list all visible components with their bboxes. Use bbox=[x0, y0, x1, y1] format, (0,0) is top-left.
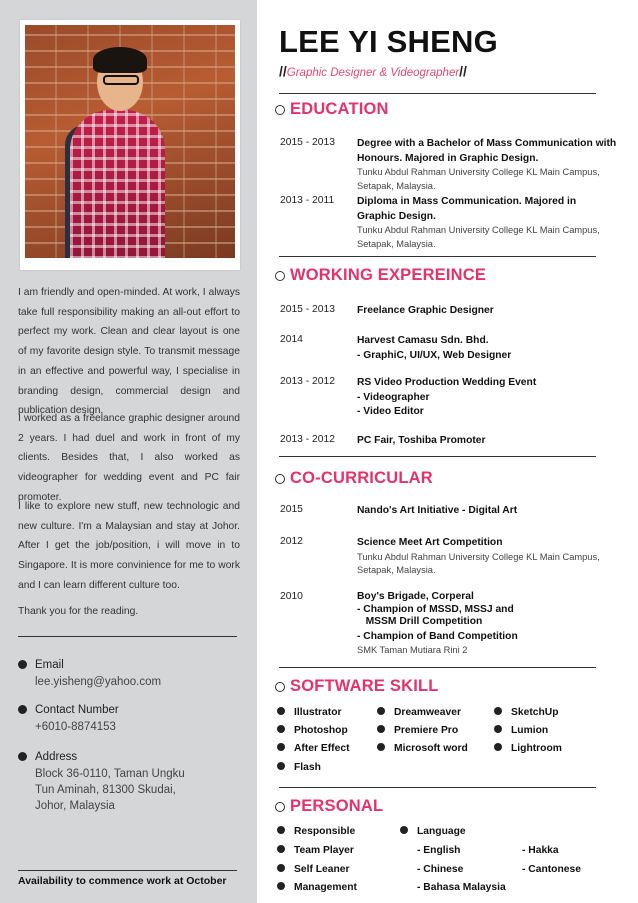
phone-value: +6010-8874153 bbox=[35, 721, 116, 733]
entry-years: 2012 bbox=[280, 536, 303, 547]
entry-line: - Video Editor bbox=[357, 406, 424, 417]
section-title: PERSONAL bbox=[290, 797, 384, 815]
education-heading bbox=[275, 100, 389, 119]
skill-item: Lightroom bbox=[494, 743, 562, 754]
bullet-icon bbox=[277, 725, 285, 733]
bullet-icon bbox=[18, 660, 27, 669]
email-label: Email bbox=[35, 659, 64, 671]
sidebar bbox=[0, 0, 257, 903]
section-title: CO-CURRICULAR bbox=[290, 469, 433, 487]
photo-glasses bbox=[103, 75, 139, 85]
divider bbox=[279, 93, 596, 94]
bullet-icon bbox=[494, 743, 502, 751]
skill-item: Microsoft word bbox=[377, 743, 468, 754]
availability-note: Availability to commence work at October bbox=[18, 875, 227, 887]
address-label: Address bbox=[35, 751, 78, 763]
bullet-icon bbox=[277, 707, 285, 715]
skill-item: Flash bbox=[277, 762, 321, 773]
language-item: - English bbox=[417, 845, 461, 856]
subtitle-text: Graphic Designer & Videographer bbox=[286, 67, 460, 79]
slash-decoration: // bbox=[279, 63, 287, 79]
email-value[interactable]: lee.yisheng@yahoo.com bbox=[35, 676, 162, 688]
entry-line: - Champion of Band Competition bbox=[357, 630, 518, 642]
bullet-icon bbox=[18, 705, 27, 714]
divider bbox=[279, 456, 596, 457]
entry-line: Freelance Graphic Designer bbox=[357, 305, 494, 316]
entry-years: 2015 - 2013 bbox=[280, 137, 335, 148]
entry-line: Boy's Brigade, Corperal bbox=[357, 591, 474, 602]
trait-item: Responsible bbox=[277, 826, 355, 837]
skill-item: Premiere Pro bbox=[377, 725, 458, 736]
bullet-icon bbox=[277, 864, 285, 872]
entry-years: 2013 - 2012 bbox=[280, 376, 335, 387]
divider bbox=[18, 870, 237, 871]
section-title: EDUCATION bbox=[290, 100, 389, 118]
personal-heading bbox=[275, 797, 383, 816]
trait-item: Self Leaner bbox=[277, 864, 350, 875]
ring-icon bbox=[275, 105, 285, 115]
skill-item: Illustrator bbox=[277, 707, 342, 718]
slash-decoration: // bbox=[459, 63, 467, 79]
photo-shirt bbox=[70, 110, 165, 258]
bullet-icon bbox=[377, 707, 385, 715]
entry-line: RS Video Production Wedding Event bbox=[357, 377, 537, 388]
bullet-icon bbox=[377, 725, 385, 733]
entry-subtitle: Tunku Abdul Rahman University College KL Main Campus, Setapak, Malaysia. bbox=[357, 225, 600, 249]
about-paragraph-4: Thank you for the reading. bbox=[18, 606, 139, 617]
about-paragraph-3: I like to explore new stuff, new technologic and new culture. I'm a Malaysian and stay at Johor. After I get the job/position, i will move in to Singapore. It is more convinience for me to work and I can learn different culture too. bbox=[18, 501, 240, 591]
entry-line: - Videographer bbox=[357, 391, 430, 403]
language-item: - Chinese bbox=[417, 864, 464, 875]
divider bbox=[18, 636, 237, 637]
entry-title: Diploma in Mass Communication. Majored in Graphic Design. bbox=[357, 196, 577, 222]
entry-line: Harvest Camasu Sdn. Bhd. bbox=[357, 335, 489, 346]
language-item: - Bahasa Malaysia bbox=[417, 882, 506, 893]
entry-line: Science Meet Art Competition bbox=[357, 537, 503, 548]
divider bbox=[279, 787, 596, 788]
divider bbox=[279, 667, 596, 668]
dialect-item: - Hakka bbox=[522, 845, 559, 856]
entry-years: 2010 bbox=[280, 591, 303, 602]
trait-item: Management bbox=[277, 882, 357, 893]
phone-label: Contact Number bbox=[35, 704, 119, 716]
bullet-icon bbox=[377, 743, 385, 751]
work-heading bbox=[275, 266, 486, 285]
skill-item: Photoshop bbox=[277, 725, 348, 736]
section-title: SOFTWARE SKILL bbox=[290, 677, 439, 695]
bullet-icon bbox=[277, 882, 285, 890]
bullet-icon bbox=[277, 826, 285, 834]
entry-years: 2015 bbox=[280, 504, 303, 515]
entry-line: - Champion of MSSD, MSSJ and bbox=[357, 603, 514, 615]
ring-icon bbox=[275, 682, 285, 692]
bullet-icon bbox=[494, 725, 502, 733]
candidate-name: LEE YI SHENG bbox=[279, 24, 498, 59]
photo-hair bbox=[93, 47, 147, 73]
address-value: Block 36-0110, Taman Ungku Tun Aminah, 81300 Skudai, Johor, Malaysia bbox=[35, 768, 185, 812]
dialect-item: - Cantonese bbox=[522, 864, 581, 875]
entry-subtitle: Tunku Abdul Rahman University College KL Main Campus, Setapak, Malaysia. bbox=[357, 167, 600, 191]
ring-icon bbox=[275, 474, 285, 484]
entry-years: 2015 - 2013 bbox=[280, 304, 335, 315]
bullet-icon bbox=[277, 845, 285, 853]
entry-subtitle: Tunku Abdul Rahman University College KL Main Campus, Setapak, Malaysia. bbox=[357, 551, 600, 575]
about-paragraph-1: I am friendly and open-minded. At work, I always take full responsibility making an all-out effort to perfect my work. Clean and clear layout is one of my favorite design style. To transmit message in an effective and powerful way, I specialise in branding design, commercial design and publication design. bbox=[18, 287, 240, 417]
entry-subtitle: SMK Taman Mutiara Rini 2 bbox=[357, 644, 468, 655]
bullet-icon bbox=[277, 762, 285, 770]
about-paragraph-2: I worked as a freelance graphic designer around 2 years. I had duel and work in front of my clients. Besides that, I also worked as videographer for wedding event and PC fair promoter. bbox=[18, 413, 240, 503]
skill-item: SketchUp bbox=[494, 707, 559, 718]
entry-line: - GraphiC, UI/UX, Web Designer bbox=[357, 349, 512, 361]
entry-years: 2014 bbox=[280, 334, 303, 345]
skill-item: Dreamweaver bbox=[377, 707, 461, 718]
profile-photo bbox=[25, 25, 235, 258]
entry-years: 2013 - 2011 bbox=[280, 195, 335, 206]
job-subtitle bbox=[279, 63, 467, 79]
skill-item: After Effect bbox=[277, 743, 350, 754]
entry-title: Degree with a Bachelor of Mass Communication with Honours. Majored in Graphic Design. bbox=[357, 138, 617, 164]
bullet-icon bbox=[400, 826, 408, 834]
skill-item: Lumion bbox=[494, 725, 548, 736]
section-title: WORKING EXPEREINCE bbox=[290, 266, 487, 284]
cocurricular-heading bbox=[275, 469, 433, 488]
profile-photo-frame bbox=[20, 20, 240, 270]
bullet-icon bbox=[494, 707, 502, 715]
bullet-icon bbox=[277, 743, 285, 751]
entry-line: MSSM Drill Competition bbox=[357, 616, 483, 627]
divider bbox=[279, 256, 596, 257]
trait-item: Team Player bbox=[277, 845, 354, 856]
ring-icon bbox=[275, 802, 285, 812]
entry-line: PC Fair, Toshiba Promoter bbox=[357, 435, 486, 446]
ring-icon bbox=[275, 271, 285, 281]
software-heading bbox=[275, 677, 439, 696]
language-heading: Language bbox=[400, 826, 466, 837]
bullet-icon bbox=[18, 752, 27, 761]
entry-years: 2013 - 2012 bbox=[280, 434, 335, 445]
entry-line: Nando's Art Initiative - Digital Art bbox=[357, 505, 518, 516]
